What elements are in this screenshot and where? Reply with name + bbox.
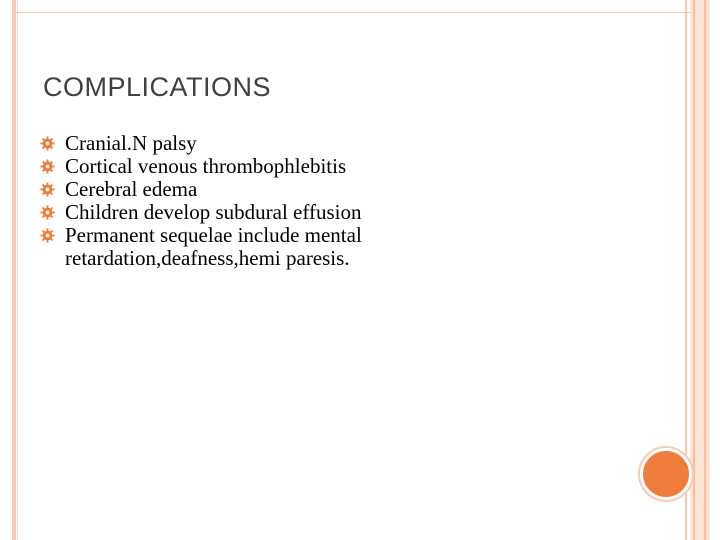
gear-icon — [40, 182, 55, 197]
slide-title: COMPLICATIONS — [43, 72, 272, 102]
bullet-list — [40, 132, 640, 270]
bullet-text: Permanent sequelae include mental retardation,deafness,hemi paresis. — [65, 223, 362, 270]
bullet-text: Children develop subdural effusion — [65, 200, 362, 224]
gear-icon — [40, 205, 55, 220]
bullet-item — [40, 155, 640, 178]
bullet-text: Cranial.N palsy — [65, 131, 197, 155]
bullet-item — [40, 201, 640, 224]
right-band-line-left — [693, 0, 695, 540]
frame-left-inner-line — [17, 0, 18, 540]
gear-icon — [40, 136, 55, 151]
bullet-text: Cerebral edema — [65, 177, 198, 201]
decorative-orange-circle — [640, 448, 692, 500]
bullet-item — [40, 132, 640, 155]
frame-left-border — [12, 0, 16, 540]
gear-icon — [40, 159, 55, 174]
bullet-item — [40, 178, 640, 201]
right-band-line-right — [704, 0, 706, 540]
gear-icon — [40, 228, 55, 243]
frame-top-border — [12, 12, 708, 13]
bullet-text: Cortical venous thrombophlebitis — [65, 154, 347, 178]
bullet-item — [40, 224, 425, 270]
